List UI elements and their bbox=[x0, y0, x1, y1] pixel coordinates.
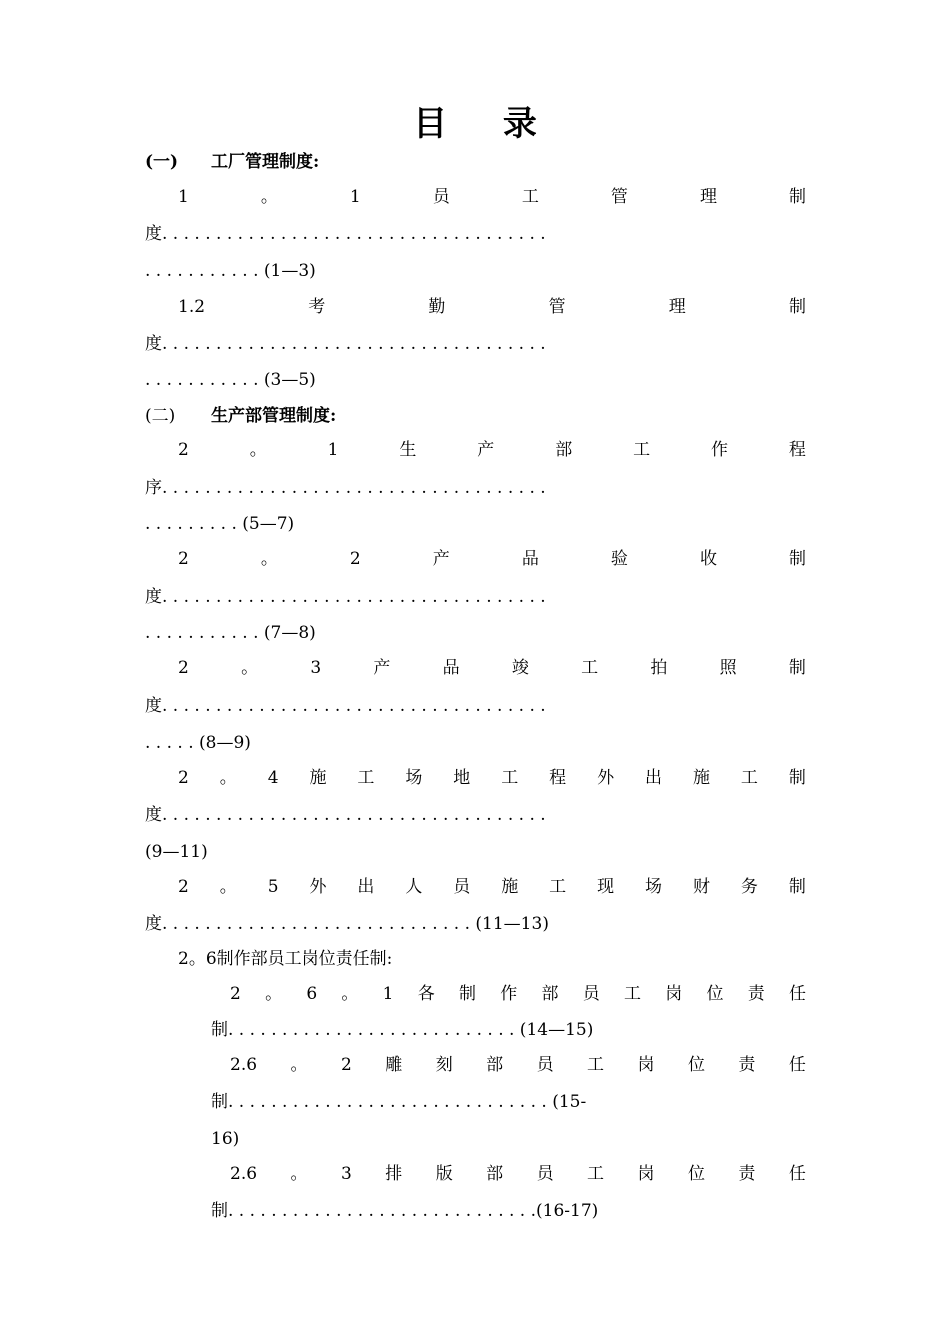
toc-entry-2-6-3-leader: 制. . . . . . . . . . . . . . . . . . . . . . . . . . . . .(16-17) bbox=[211, 1201, 599, 1221]
heading-token: 施 bbox=[309, 768, 327, 788]
heading-token: 2 bbox=[178, 440, 189, 460]
heading-token: 制 bbox=[788, 549, 806, 569]
heading-token: 验 bbox=[610, 549, 628, 569]
heading-token: 理 bbox=[668, 297, 686, 317]
heading-token: 员 bbox=[536, 1164, 554, 1184]
heading-token: 部 bbox=[486, 1055, 504, 1075]
heading-token: 工 bbox=[357, 768, 375, 788]
toc-entry-2-4-heading bbox=[178, 766, 806, 790]
heading-token: 产 bbox=[477, 440, 495, 460]
section-label: 生产部管理制度: bbox=[211, 406, 337, 426]
heading-token: 员 bbox=[453, 877, 471, 897]
heading-token: 1 bbox=[349, 187, 361, 207]
heading-token: 任 bbox=[788, 1055, 806, 1075]
heading-token: 2 bbox=[340, 1055, 352, 1075]
heading-token: 2 bbox=[178, 658, 189, 678]
toc-entry-1-2-leader: 度. . . . . . . . . . . . . . . . . . . . . . . . . . . . . . . . . . . . bbox=[145, 334, 546, 354]
heading-token: 岗 bbox=[637, 1164, 655, 1184]
heading-token: 外 bbox=[309, 877, 327, 897]
heading-token: 2 bbox=[349, 549, 361, 569]
heading-token: 管 bbox=[610, 187, 628, 207]
heading-token: 工 bbox=[740, 768, 758, 788]
toc-entry-2-3-page: . . . . . (8—9) bbox=[145, 733, 251, 753]
toc-entry-2-6-1-heading bbox=[230, 982, 806, 1006]
heading-token: 部 bbox=[486, 1164, 504, 1184]
toc-entry-1-1-page: . . . . . . . . . . . (1—3) bbox=[145, 261, 316, 281]
heading-token: 1.2 bbox=[178, 297, 206, 317]
heading-token: 岗 bbox=[665, 984, 683, 1004]
heading-token: 位 bbox=[706, 984, 724, 1004]
heading-token: 出 bbox=[645, 768, 663, 788]
heading-token: 现 bbox=[597, 877, 615, 897]
heading-token: 部 bbox=[555, 440, 573, 460]
heading-token: 。 bbox=[241, 658, 259, 678]
heading-token: 各 bbox=[417, 984, 435, 1004]
page-title: 目 录 bbox=[413, 104, 559, 144]
section-label: 工厂管理制度: bbox=[211, 152, 320, 172]
section-number: (一) bbox=[145, 152, 179, 172]
heading-token: 任 bbox=[788, 984, 806, 1004]
heading-token: 工 bbox=[521, 187, 539, 207]
toc-entry-2-6-2-page: 16) bbox=[211, 1129, 240, 1149]
heading-token: 场 bbox=[645, 877, 663, 897]
heading-token: 管 bbox=[548, 297, 566, 317]
heading-token: 1 bbox=[327, 440, 339, 460]
heading-token: 拍 bbox=[650, 658, 668, 678]
heading-token: 部 bbox=[541, 984, 559, 1004]
section-heading-2 bbox=[145, 404, 336, 428]
toc-entry-2-2-leader: 度. . . . . . . . . . . . . . . . . . . . . . . . . . . . . . . . . . . . bbox=[145, 587, 546, 607]
heading-token: 4 bbox=[267, 768, 279, 788]
heading-token: 外 bbox=[597, 768, 615, 788]
toc-entry-2-1-leader: 序. . . . . . . . . . . . . . . . . . . . . . . . . . . . . . . . . . . . bbox=[145, 478, 546, 498]
heading-token: 产 bbox=[373, 658, 391, 678]
heading-token: 2 bbox=[178, 768, 189, 788]
toc-entry-2-6-label: 2。6制作部员工岗位责任制: bbox=[178, 949, 393, 969]
section-number: (二) bbox=[145, 406, 176, 426]
heading-token: 5 bbox=[267, 877, 279, 897]
heading-token: 责 bbox=[738, 1055, 756, 1075]
heading-token: 雕 bbox=[385, 1055, 403, 1075]
heading-token: 工 bbox=[581, 658, 599, 678]
heading-token: 员 bbox=[432, 187, 450, 207]
heading-token: 。 bbox=[249, 440, 267, 460]
heading-token: 制 bbox=[788, 297, 806, 317]
heading-token: 。 bbox=[341, 984, 359, 1004]
toc-entry-2-3-heading bbox=[178, 656, 806, 680]
heading-token: 人 bbox=[405, 877, 423, 897]
heading-token: 员 bbox=[582, 984, 600, 1004]
heading-token: 品 bbox=[442, 658, 460, 678]
heading-token: 竣 bbox=[511, 658, 529, 678]
heading-token: 1 bbox=[382, 984, 394, 1004]
heading-token: 2.6 bbox=[230, 1164, 258, 1184]
heading-token: 2 bbox=[178, 877, 189, 897]
heading-token: 财 bbox=[692, 877, 710, 897]
heading-token: 2 bbox=[230, 984, 241, 1004]
heading-token: 品 bbox=[521, 549, 539, 569]
toc-entry-2-5-heading bbox=[178, 875, 806, 899]
heading-token: 工 bbox=[587, 1164, 605, 1184]
heading-token: 工 bbox=[501, 768, 519, 788]
toc-entry-2-2-page: . . . . . . . . . . . (7—8) bbox=[145, 623, 316, 643]
heading-token: 6 bbox=[306, 984, 318, 1004]
heading-token: 制 bbox=[788, 187, 806, 207]
heading-token: 。 bbox=[260, 187, 278, 207]
heading-token: 位 bbox=[687, 1164, 705, 1184]
heading-token: 作 bbox=[711, 440, 728, 460]
toc-entry-2-4-page: (9—11) bbox=[145, 842, 208, 862]
heading-token: 工 bbox=[633, 440, 651, 460]
heading-token: 出 bbox=[357, 877, 375, 897]
heading-token: 程 bbox=[788, 440, 806, 460]
heading-token: 责 bbox=[747, 984, 765, 1004]
heading-token: 工 bbox=[549, 877, 567, 897]
heading-token: 版 bbox=[435, 1164, 453, 1184]
heading-token: 施 bbox=[501, 877, 519, 897]
heading-token: 员 bbox=[536, 1055, 554, 1075]
heading-token: 作 bbox=[500, 984, 518, 1004]
heading-token: 任 bbox=[788, 1164, 806, 1184]
heading-token: 。 bbox=[260, 549, 278, 569]
heading-token: 。 bbox=[290, 1164, 308, 1184]
heading-token: 2.6 bbox=[230, 1055, 258, 1075]
heading-token: 责 bbox=[738, 1164, 756, 1184]
heading-token: 。 bbox=[219, 768, 237, 788]
toc-entry-2-6-2-leader: 制. . . . . . . . . . . . . . . . . . . . . . . . . . . . . . (15- bbox=[211, 1092, 587, 1112]
heading-token: 勤 bbox=[428, 297, 446, 317]
heading-token: 制 bbox=[788, 768, 806, 788]
heading-token: 。 bbox=[290, 1055, 308, 1075]
heading-token: 生 bbox=[399, 440, 417, 460]
toc-entry-1-1-leader: 度. . . . . . . . . . . . . . . . . . . . . . . . . . . . . . . . . . . . bbox=[145, 224, 546, 244]
heading-token: 3 bbox=[310, 658, 322, 678]
toc-entry-2-6-1-leader: 制. . . . . . . . . . . . . . . . . . . . . . . . . . . (14—15) bbox=[211, 1020, 594, 1040]
heading-token: 。 bbox=[265, 984, 283, 1004]
heading-token: 排 bbox=[385, 1164, 403, 1184]
heading-token: 场 bbox=[405, 768, 423, 788]
heading-token: 制 bbox=[458, 984, 476, 1004]
toc-entry-2-6-2-heading bbox=[230, 1053, 806, 1077]
toc-entry-2-2-heading bbox=[178, 547, 806, 571]
toc-entry-1-1-heading bbox=[178, 185, 806, 209]
heading-token: 理 bbox=[699, 187, 717, 207]
toc-entry-1-2-heading bbox=[178, 295, 806, 319]
heading-token: 岗 bbox=[637, 1055, 655, 1075]
heading-token: 工 bbox=[587, 1055, 605, 1075]
heading-token: 施 bbox=[692, 768, 710, 788]
heading-token: 考 bbox=[308, 297, 326, 317]
section-heading-1 bbox=[145, 150, 319, 174]
heading-token: 制 bbox=[788, 658, 806, 678]
toc-entry-2-6-3-heading bbox=[230, 1162, 806, 1186]
heading-token: 地 bbox=[453, 768, 471, 788]
heading-token: 务 bbox=[740, 877, 758, 897]
toc-entry-2-1-page: . . . . . . . . . (5—7) bbox=[145, 514, 295, 534]
heading-token: 位 bbox=[687, 1055, 705, 1075]
heading-token: 产 bbox=[432, 549, 450, 569]
heading-token: 收 bbox=[699, 549, 717, 569]
heading-token: 1 bbox=[178, 187, 189, 207]
heading-token: 程 bbox=[549, 768, 567, 788]
heading-token: 2 bbox=[178, 549, 189, 569]
heading-token: 刻 bbox=[435, 1055, 453, 1075]
toc-entry-2-3-leader: 度. . . . . . . . . . . . . . . . . . . . . . . . . . . . . . . . . . . . bbox=[145, 696, 546, 716]
toc-entry-1-2-page: . . . . . . . . . . . (3—5) bbox=[145, 370, 316, 390]
toc-entry-2-5-leader: 度. . . . . . . . . . . . . . . . . . . . . . . . . . . . . (11—13) bbox=[145, 914, 549, 934]
toc-entry-2-4-leader: 度. . . . . . . . . . . . . . . . . . . . . . . . . . . . . . . . . . . . bbox=[145, 805, 546, 825]
heading-token: 工 bbox=[623, 984, 641, 1004]
toc-entry-2-1-heading bbox=[178, 438, 806, 462]
heading-token: 3 bbox=[340, 1164, 352, 1184]
heading-token: 。 bbox=[219, 877, 237, 897]
heading-token: 照 bbox=[719, 658, 737, 678]
heading-token: 制 bbox=[788, 877, 806, 897]
